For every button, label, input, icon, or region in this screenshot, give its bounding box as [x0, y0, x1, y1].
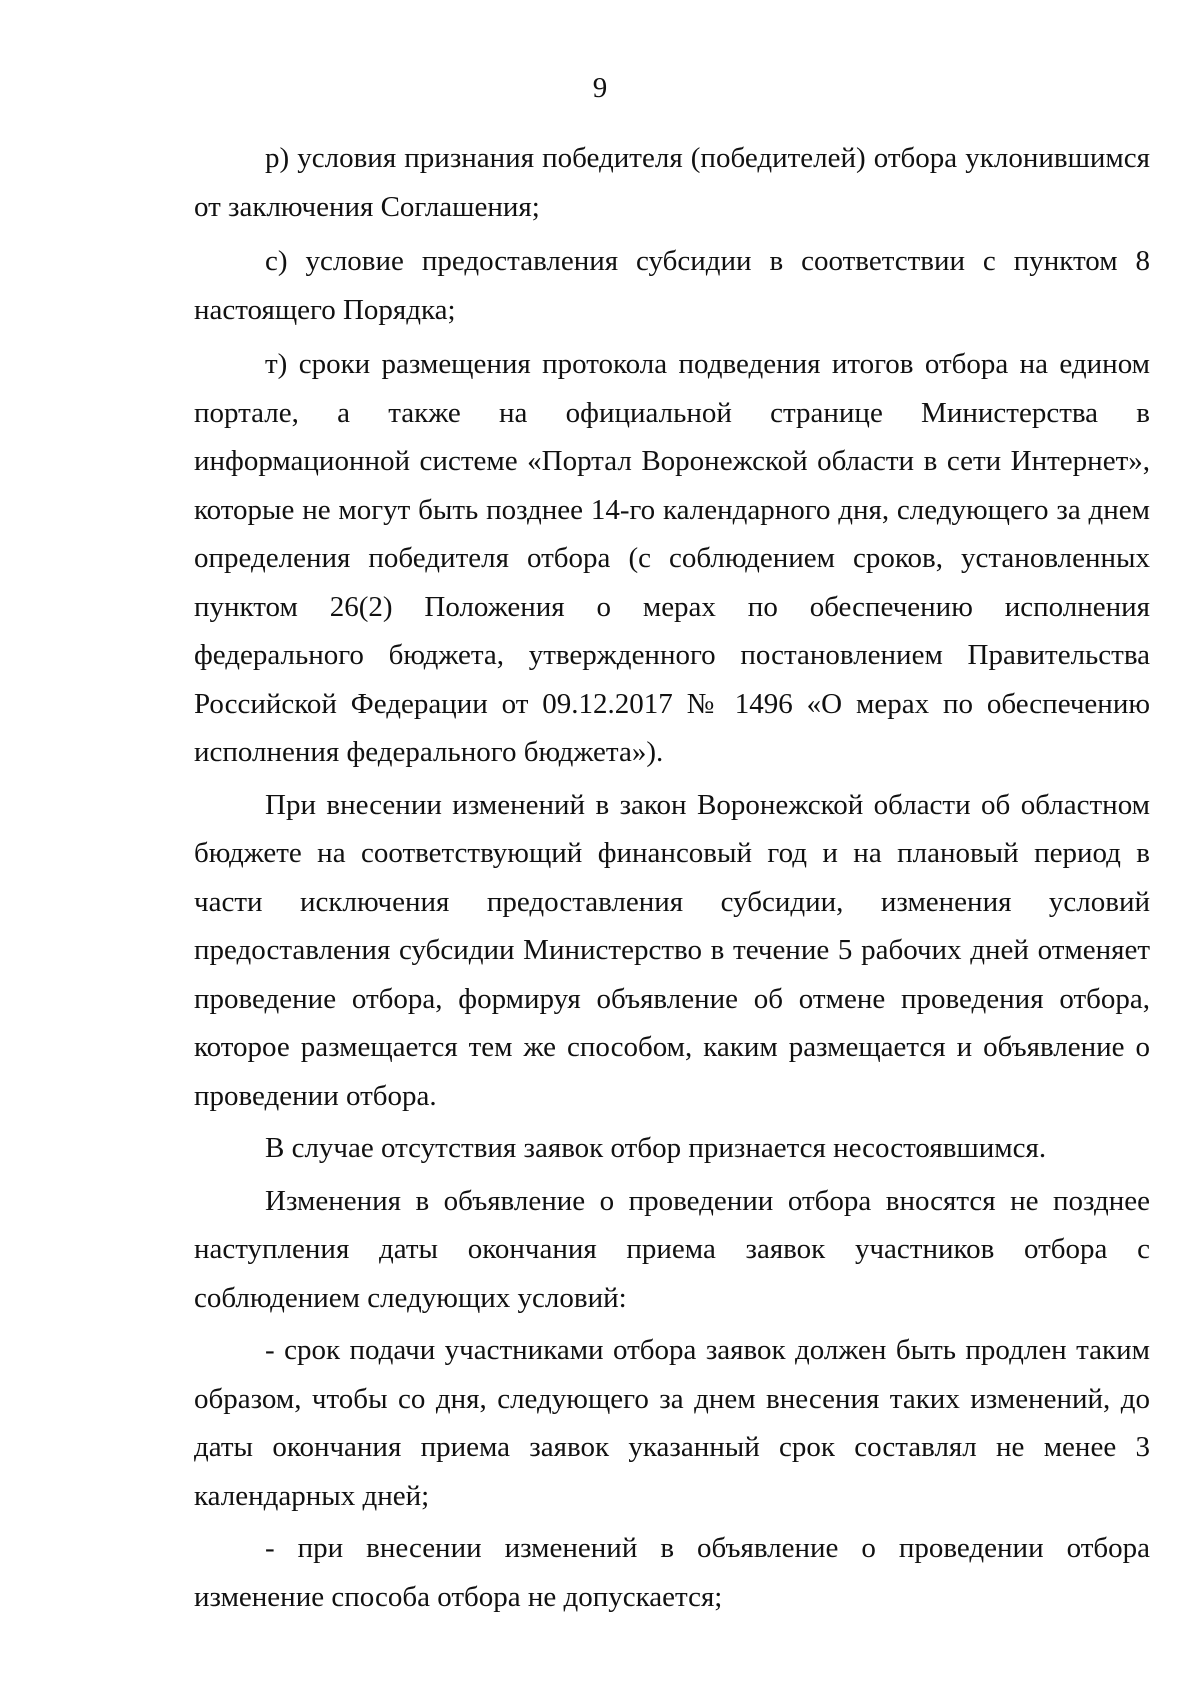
page-number: 9	[592, 72, 608, 104]
paragraph-no-applications: В случае отсутствия заявок отбор признается несостоявшимся.	[265, 1132, 1047, 1164]
list-item-method-unchanged: - при внесении изменений в объявление о проведении отбора изменение способа отбора не допускается;	[194, 1532, 1150, 1613]
paragraph-announcement-changes: Изменения в объявление о проведении отбора вносятся не позднее наступления даты окончания приема заявок участников отбора с соблюдением следующих условий:	[194, 1184, 1150, 1314]
paragraph-selection-cancellation: При внесении изменений в закон Воронежской области об областном бюджете на соответствующий финансовый год и на плановый период в части исключения предоставления субсидии, изменения условий предоставления субсидии Министерство в течение 5 рабочих дней отменяет проведение отбора, формируя объявление об отмене проведения отбора, которое размещается тем же способом, каким размещается и объявление о проведении отбора.	[194, 788, 1150, 1112]
paragraph-r-evasion-conditions: р) условия признания победителя (победителей) отбора уклонившимся от заключения Соглашения;	[194, 142, 1150, 223]
document-body	[194, 134, 1150, 1621]
paragraph-t-protocol-deadlines: т) сроки размещения протокола подведения итогов отбора на едином портале, а также на официальной странице Министерства в информационной системе «Портал Воронежской области в сети Интернет», которые не могут быть позднее 14-го календарного дня, следующего за днем определения победителя отбора (с соблюдением сроков, установленных пунктом 26(2) Положения о мерах по обеспечению исполнения федерального бюджета, утвержденного постановлением Правительства Российской Федерации от 09.12.2017 № 1496 «О мерах по обеспечению исполнения федерального бюджета»).	[194, 348, 1150, 768]
paragraph-s-subsidy-condition: с) условие предоставления субсидии в соответствии с пунктом 8 настоящего Порядка;	[194, 245, 1150, 326]
list-item-deadline-extension: - срок подачи участниками отбора заявок должен быть продлен таким образом, чтобы со дня, следующего за днем внесения таких изменений, до даты окончания приема заявок указанный срок составлял не менее 3 календарных дней;	[194, 1334, 1150, 1512]
